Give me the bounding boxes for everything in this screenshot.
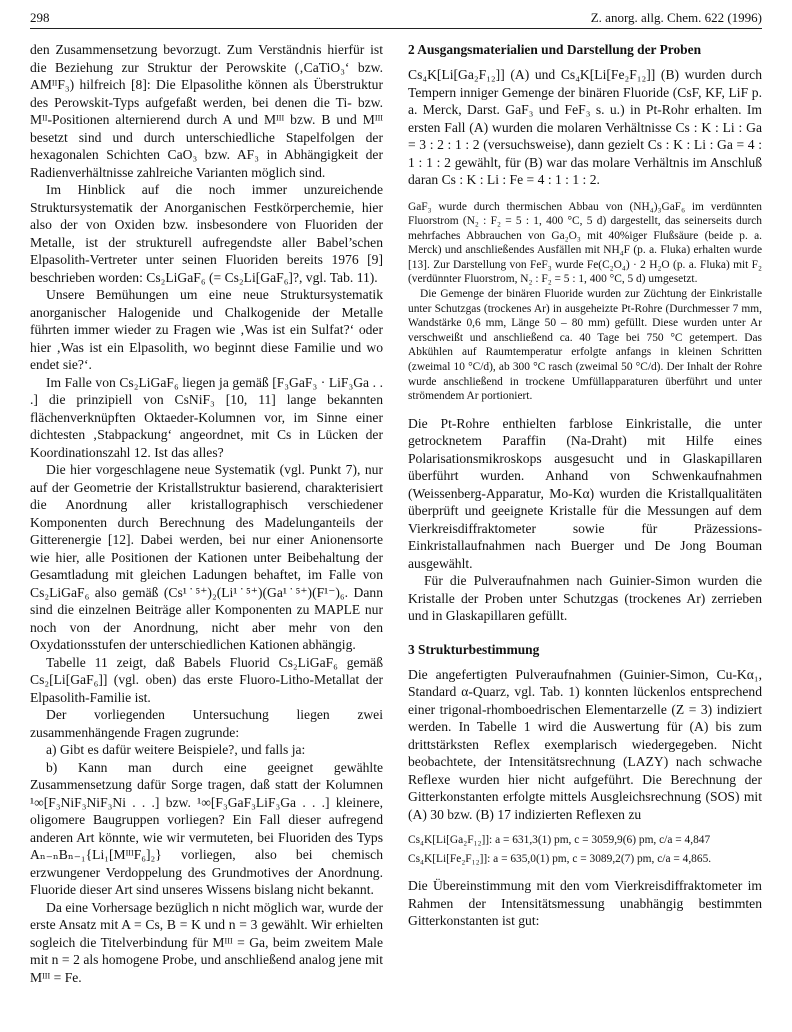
paragraph: Die hier vorgeschlagene neue Systematik (vgl. Punkt 7), nur auf der Geometrie der Kristallstruktur basierend, charakterisiert die Anordnung aller kristallographisch verschiedener Komponenten durch Berechnung des Madelunganteils der Gitterenergie [12]. Dabei werden, bei nur einer Anionensorte wie hier, alle Positionen der Kationen unter Beibehaltung der Gesamtladung mit gleichen Ladungen behaftet, im Falle von Cs₂LiGaF₆ also gemäß (Cs¹˙⁵⁺)₂(Li¹˙⁵⁺)(Ga¹˙⁵⁺)(F¹⁻)₆. Dann sind die einzelnen Beiträge aller Komponenten zu MAPLE nur noch von der Anordnung, nicht aber mehr von den Oxydationsstufen der unterschiedlichen Kationen abhängig. [30, 462, 383, 652]
paragraph: Die Übereinstimmung mit den vom Vierkreisdiffraktometer im Rahmen der Intensitätsmessung unabhängig bestimmten Gitterkonstanten ist gut: [408, 878, 762, 929]
paragraph: Unsere Bemühungen um eine neue Struktursystematik anorganischer Halogenide und Chalkogenide der Metalle führten immer wieder zu Fragen wie ‚Was ist ein Sulfat?‘ oder hier ‚Was ist ein Elpasolith, wo beginnt diese Familie und wo endet sie?‘. [30, 287, 383, 372]
small-paragraph: GaF₃ wurde durch thermischen Abbau von (NH₄)₃GaF₆ im verdünnten Fluorstrom (N₂ : F₂ = 5 : 1, 400 °C, 5 d) dargestellt, das seinerseits durch mehrfaches Abbrauchen von Ga₂O₃ mit 40%iger Flußsäure (beide p. a. Merck) und anschließendes Ausfällen mit NH₄F (p. a. Fluka) erhalten wurde [13]. Zur Darstellung von FeF₃ wurde Fe(C₂O₄) · 2 H₂O (p. a. Fluka) mit F₂ (verdünnter Fluorstrom, N₂ : F₂ = 5 : 1, 400 °C, 5 d) umgesetzt. [408, 200, 762, 286]
section-heading: 3 Strukturbestimmung [408, 641, 540, 657]
paragraph: Da eine Vorhersage bezüglich n nicht möglich war, wurde der erste Ansatz mit A = Cs, B = K und n = 3 gewählt. Wir erhielten sogleich die Titelverbindung für Mᴵᴵᴵ = Ga, beim zweitem Male mit n = 2 als homogene Probe, und anschließend analog jene mit Mᴵᴵᴵ = Fe. [30, 899, 383, 985]
paragraph: den Zusammensetzung bevorzugt. Zum Verständnis hierfür ist die Beziehung zur Struktur der Perowskite (‚CaTiO₃‘ bzw. AMᴵᴵF₃) hilfreich [8]: Die Elpasolithe können als Überstruktur des Perowskit-Typs aufgefaßt werden, bei denen die Ti- bzw. Mᴵᴵ-Positionen alternierend durch A und Mᴵᴵᴵ bzw. B und Mᴵᴵᴵ besetzt sind und durch unterschiedliche Stapelfolgen der hexagonalen Schichten CaO₃ bzw. AF₃ in Abhängigkeit der Radienverhältnisse zahlreiche Varianten möglich sind. [30, 42, 383, 180]
left-column [30, 41, 383, 986]
paragraph: Im Falle von Cs₂LiGaF₆ liegen ja gemäß [F₃GaF₃ · LiF₃Ga . . .] die prinzipiell von CsNiF₃ [10, 11] lange bekannten flächenverknüpften Oktaeder-Kolumnen vor, im Sinne einer dichtesten ‚Stabpackung‘ angeordnet, mit Cs in Lücken der Koordinationszahl 12. Ist das alles? [30, 374, 383, 460]
small-paragraph: Die Gemenge der binären Fluoride wurden zur Züchtung der Einkristalle unter Schutzgas (trockenes Ar) in ausgeheizte Pt-Rohre (Durchmesser 7 mm, Wandstärke 0,6 mm, Länge 50 – 80 mm) gefüllt. Diese wurden unter Ar verschweißt und anschließend ca. 40 Tage bei 750 °C getempert. Das Abkühlen auf Raumtemperatur erfolgte anfangs in kleinen Schritten (zweimal 10 °C/d), ab 300 °C rasch (zweimal 50 °C/d). Der Inhalt der Rohre wurde anschließend in trockene Umfüllapparaturen überführt und unter strömendem Ar portioniert. [408, 288, 762, 403]
paragraph: Der vorliegenden Untersuchung liegen zwei zusammenhängende Fragen zugrunde: [30, 707, 383, 740]
paragraph: Für die Pulveraufnahmen nach Guinier-Simon wurden die Kristalle der Proben unter Schutzgas (trockenes Ar) zerrieben und in Glaskapillaren gefüllt. [408, 573, 762, 624]
right-column [408, 41, 762, 930]
section-heading: 2 Ausgangsmaterialien und Darstellung der Proben [408, 42, 702, 57]
page-number: 298 [30, 10, 50, 25]
paragraph: Im Hinblick auf die noch immer unzureichende Struktursystematik der Anorganischen Festkörperchemie, hier also der von Oxiden bzw. insbesondere von Fluoriden der Metalle, ist der strukturell aufregendste aller Babel’schen Elpasolith-Vertreter unter seinen Fluoriden bereits 1976 [9] beschrieben worden: Cs₂LiGaF₆ (= Cs₂Li[GaF₆]?, vgl. Tab. 11). [30, 182, 383, 285]
question-a: a) Gibt es dafür weitere Beispiele?, und falls ja: [46, 742, 306, 757]
journal-reference: Z. anorg. allg. Chem. 622 (1996) [590, 10, 762, 25]
lattice-constants-a: Cs₄K[Li[Ga₂F₁₂]]: a = 631,3(1) pm, c = 3059,9(6) pm, c/a = 4,847 [408, 834, 711, 847]
paragraph: Tabelle 11 zeigt, daß Babels Fluorid Cs₂LiGaF₆ gemäß Cs₂[Li[GaF₆]] (vgl. oben) das erste Fluoro-Litho-Metallat der Elpasolith-Familie ist. [30, 654, 383, 705]
paragraph: Die angefertigten Pulveraufnahmen (Guinier-Simon, Cu-Kα₁, Standard α-Quarz, vgl. Tab. 1) konnten lückenlos entsprechend einer trigonal-rhomboedrischen Elementarzelle (Z = 3) indiziert werden. In Tabelle 1 wird die Auswertung für (A) bis zum drittstärksten Reflex exemplarisch wiedergegeben. Nicht beobachtete, der Intensitätsrechnung (LAZY) nach schwache Reflexe wurden hier nicht aufgeführt. Die Berechnung der Gitterkonstanten erfolgte mittels Ausgleichsrechnung (SOS) mit (A) 30 bzw. (B) 17 indizierten Reflexen zu [408, 666, 762, 822]
question-list [30, 741, 383, 899]
lattice-constants-b: Cs₄K[Li[Fe₂F₁₂]]: a = 635,0(1) pm, c = 3089,2(7) pm, c/a = 4,865. [408, 853, 712, 866]
header-rule [30, 28, 762, 29]
paragraph: Cs₄K[Li[Ga₂F₁₂]] (A) und Cs₄K[Li[Fe₂F₁₂]] (B) wurden durch Tempern inniger Gemenge der binären Fluoride (CsF, KF, LiF p. a. Merck, Darst. GaF₃ und FeF₃ s. u.) in Pt-Rohr erhalten. Im ersten Fall (A) wurden die molaren Verhältnisse Cs : K : Li : Ga = 3 : 2 : 1 : 2 (versuchsweise), dann gezielt Cs : K : Li : Ga = 4 : 1 : 1 : 2 gewählt, für (B) war das molare Verhältnis im Anschluß daran Cs : K : Li : Fe = 4 : 1 : 1 : 2. [408, 67, 762, 187]
question-b: b) Kann man durch eine geeignet gewählte Zusammensetzung dafür Sorge tragen, daß statt der Kolumnen ¹∞[F₃NiF₃NiF₃Ni . . .] bzw. ¹∞[F₃GaF₃LiF₃Ga . . .] kleinere, oligomere Baugruppen vorliegen? Ein Fall dieser aufregend anderen Art könnte, wie wir vermuteten, bei Fluoriden des Typs Aₙ₋ₙBₙ₋₁{Li₁[MᴵᴵᴵF₆]₂} vorliegen, also bei chemisch erzwungener Verdoppelung des Grundmotives der Anordnung. Fluoride dieser Art sind unseres Wissens bislang nicht bekannt. [30, 759, 383, 897]
paragraph: Die Pt-Rohre enthielten farblose Einkristalle, die unter getrocknetem Paraffin (Na-Draht) mit Hilfe eines Polarisationsmikroskops ausgesucht und in Glaskapillaren überführt wurden. Anhand von Schwenkaufnahmen (Weissenberg-Apparatur, Mo-Kα) wurden die Kristallqualitäten überprüft und geeignete Kristalle für die Messungen auf dem Vierkreisdiffraktometer sowie für Präzessions-Einkristallaufnahmen nach Buerger und De Jong Bouman ausgewählt. [408, 415, 762, 571]
